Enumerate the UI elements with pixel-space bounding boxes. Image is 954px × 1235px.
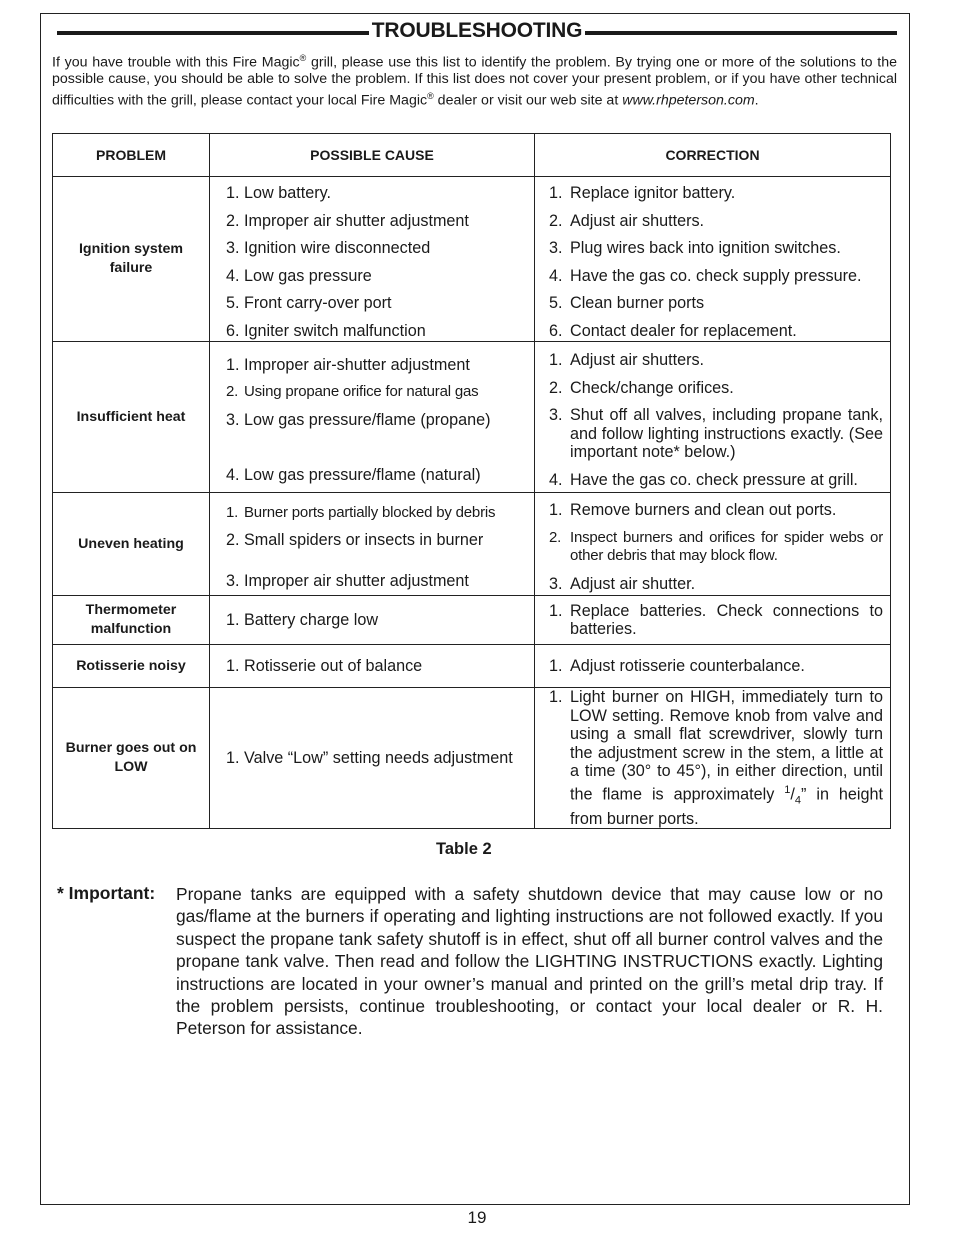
item-number: 4. <box>226 466 240 484</box>
item-text: Have the gas co. check supply pressure. <box>570 266 862 285</box>
registered-mark: ® <box>299 53 307 63</box>
item-text: Valve “Low” setting needs adjustment <box>244 748 513 767</box>
correction-item <box>535 239 890 258</box>
item-number: 1. <box>226 355 240 374</box>
item-number: 3. <box>549 239 563 257</box>
section-header <box>57 18 897 44</box>
item-number: 1. <box>549 601 563 620</box>
item-number: 4. <box>226 266 240 285</box>
item-text: Plug wires back into ignition switches. <box>570 239 841 257</box>
cause-item <box>210 466 534 485</box>
intro-paragraph <box>52 50 897 109</box>
problem-cell: Burner goes out on LOW <box>53 688 210 829</box>
correction-item <box>535 602 890 639</box>
problem-cell: Insufficient heat <box>53 342 210 493</box>
table-caption: Table 2 <box>436 840 492 858</box>
correction-item <box>535 184 890 203</box>
item-text: Using propane orifice for natural gas <box>244 383 479 400</box>
item-number: 2. <box>549 211 563 230</box>
cause-item <box>210 657 534 676</box>
item-number: 3. <box>226 410 240 429</box>
fraction-numerator: 1 <box>784 783 791 796</box>
registered-mark: ® <box>427 90 434 101</box>
item-text: Have the gas co. check pressure at grill. <box>570 470 858 489</box>
problem-cell: Uneven heating <box>53 493 210 596</box>
cause-item <box>210 267 534 286</box>
problem-cell: Rotisserie noisy <box>53 645 210 688</box>
correction-item: 1. Light burner on HIGH, immediately turn to LOW setting. Remove knob from valve and using a small flat screwdriver, slowly turn the adjustment screw in the stem, a little at a time (30° to 45°), in either direction, until the flame is approximately $^1/_4$” in height from burner ports. <box>549 688 883 828</box>
website-link[interactable]: www.rhpeterson.com <box>622 92 755 109</box>
possible-cause-cell <box>210 177 535 342</box>
correction-item <box>535 529 890 566</box>
item-number: 1. <box>549 184 563 202</box>
cause-item <box>210 322 534 341</box>
item-number: 1. <box>226 503 239 521</box>
correction-item <box>535 501 890 520</box>
item-text: Burner ports partially blocked by debris <box>244 503 496 521</box>
item-text: Front carry-over port <box>244 294 392 312</box>
item-number: 1. <box>549 501 563 519</box>
correction-item <box>535 267 890 286</box>
item-text: Contact dealer for replacement. <box>570 321 797 340</box>
item-text: Shut off all valves, including propane tank, and follow lighting instructions exactly. (See important note* below.) <box>570 406 883 461</box>
table-row <box>53 688 891 829</box>
correction-item <box>535 212 890 231</box>
cause-item <box>210 239 534 258</box>
correction-item <box>535 294 890 313</box>
header-correction: CORRECTION <box>535 134 891 177</box>
item-number: 4. <box>549 470 563 489</box>
table-row <box>53 342 891 493</box>
item-text: Ignition wire disconnected <box>244 239 431 257</box>
header-possible-cause: POSSIBLE CAUSE <box>210 134 535 177</box>
item-text: Improper air-shutter adjustment <box>244 355 470 374</box>
correction-cell <box>535 688 891 829</box>
item-text: Adjust air shutters. <box>570 211 705 230</box>
page-title: TROUBLESHOOTING <box>371 19 583 42</box>
item-text: Replace batteries. Check connections to batteries. <box>570 601 883 638</box>
item-number: 5. <box>226 294 240 312</box>
correction-cell <box>535 342 891 493</box>
header-problem: PROBLEM <box>53 134 210 177</box>
item-text: Replace ignitor battery. <box>570 184 736 202</box>
cause-item <box>210 504 534 523</box>
intro-text-2: grill, please use this list to identify the problem. By trying one or more of the solutions to the possible cause, you should be able to solve the problem. If this list does not cover your present problem, or if you have other technical difficulties with the grill, please contact your local Fire Magic <box>52 54 897 109</box>
item-number: 1. <box>549 656 563 675</box>
item-text: Clean burner ports <box>570 294 705 312</box>
possible-cause-cell <box>210 596 535 645</box>
important-note: Propane tanks are equipped with a safety shutdown device that may cause low or no gas/flame at the burners if operating and lighting instructions are not followed exactly. If you suspect the propane tank safety shutoff is in effect, shut off all burner control valves and the propane tank valve. Then read and follow the LIGHTING INSTRUCTIONS exactly. Lighting instructions are located in your owner’s manual and printed on the grill’s metal drip tray. If the problem persists, continue troubleshooting, or contact your local dealer or R. H. Peterson for assistance. <box>176 884 883 1039</box>
correction-item <box>535 322 890 341</box>
item-text: Low gas pressure <box>244 266 372 285</box>
item-text: Inspect burners and orifices for spider webs or other debris that may block flow. <box>570 528 883 564</box>
cause-item <box>210 611 534 630</box>
item-number: 6. <box>549 321 563 340</box>
item-text: Low gas pressure/flame (propane) <box>244 410 491 429</box>
possible-cause-cell <box>210 493 535 596</box>
table-header-row <box>53 134 891 177</box>
item-text: Adjust air shutter. <box>570 574 696 593</box>
correction-item <box>535 657 890 676</box>
item-number: 1. <box>549 688 563 706</box>
item-number: 2. <box>549 378 563 397</box>
title-rule-left <box>57 31 369 35</box>
table-row <box>53 596 891 645</box>
fraction-denominator: 4 <box>794 794 802 807</box>
cause-item <box>210 383 534 402</box>
item-number: 2. <box>226 383 239 400</box>
cause-item <box>210 184 534 203</box>
item-number: 3. <box>549 406 563 424</box>
table-row <box>53 177 891 342</box>
item-number: 1. <box>226 656 240 675</box>
item-number: 5. <box>549 294 563 312</box>
item-text: Check/change orifices. <box>570 378 734 397</box>
item-number: 1. <box>226 748 240 767</box>
intro-text-3: dealer or visit our web site at <box>433 92 623 109</box>
item-number: 2. <box>226 531 240 550</box>
page-number: 19 <box>467 1208 487 1227</box>
item-number: 1. <box>549 351 563 369</box>
title-rule-right <box>585 31 897 35</box>
cause-item <box>210 356 534 375</box>
item-text: Rotisserie out of balance <box>244 656 423 675</box>
item-number: 3. <box>549 574 563 593</box>
item-text: Adjust air shutters. <box>570 351 705 369</box>
correction-item <box>535 406 890 462</box>
troubleshooting-table <box>52 133 891 829</box>
intro-end: . <box>754 92 759 109</box>
item-number: 3. <box>226 239 240 257</box>
correction-cell <box>535 177 891 342</box>
cause-item <box>210 572 534 591</box>
table-row <box>53 493 891 596</box>
item-number: 2. <box>549 528 562 546</box>
correction-item <box>535 575 890 594</box>
item-number: 2. <box>226 211 240 230</box>
item-number: 3. <box>226 571 240 590</box>
cause-item <box>210 531 534 550</box>
correction-cell <box>535 645 891 688</box>
correction-cell <box>535 493 891 596</box>
possible-cause-cell <box>210 645 535 688</box>
cause-item <box>210 212 534 231</box>
cause-item <box>210 411 534 430</box>
item-text: Igniter switch malfunction <box>244 321 426 340</box>
possible-cause-cell <box>210 688 535 829</box>
problem-cell: Ignition system failure <box>53 177 210 342</box>
problem-cell: Thermometer malfunction <box>53 596 210 645</box>
item-text: Adjust rotisserie counterbalance. <box>570 656 805 675</box>
item-number: 1. <box>226 184 240 202</box>
item-text-cont: ” in height from burner ports. <box>570 784 883 828</box>
important-label: * Important: <box>57 883 156 903</box>
correction-item <box>535 379 890 398</box>
item-number: 1. <box>226 610 240 629</box>
item-text: Battery charge low <box>244 610 379 629</box>
possible-cause-cell <box>210 342 535 493</box>
correction-cell <box>535 596 891 645</box>
item-text: Remove burners and clean out ports. <box>570 501 837 519</box>
table-row <box>53 645 891 688</box>
correction-item <box>535 471 890 490</box>
item-text: Improper air shutter adjustment <box>244 211 469 230</box>
item-number: 6. <box>226 321 240 340</box>
item-text: Small spiders or insects in burner <box>244 531 484 550</box>
intro-text-1: If you have trouble with this Fire Magic <box>52 54 300 71</box>
item-text: Light burner on HIGH, immediately turn to LOW setting. Remove knob from valve and using a small flat screwdriver, slowly turn the adjustment screw in the stem, a little at a time (30° to 45°), in either direction, until the flame is approximately <box>570 688 883 803</box>
correction-item <box>535 351 890 370</box>
item-number: 4. <box>549 266 563 285</box>
cause-item <box>210 294 534 313</box>
item-text: Improper air shutter adjustment <box>244 571 469 590</box>
cause-item <box>210 749 534 768</box>
item-text: Low battery. <box>244 184 331 202</box>
item-text: Low gas pressure/flame (natural) <box>244 466 481 484</box>
